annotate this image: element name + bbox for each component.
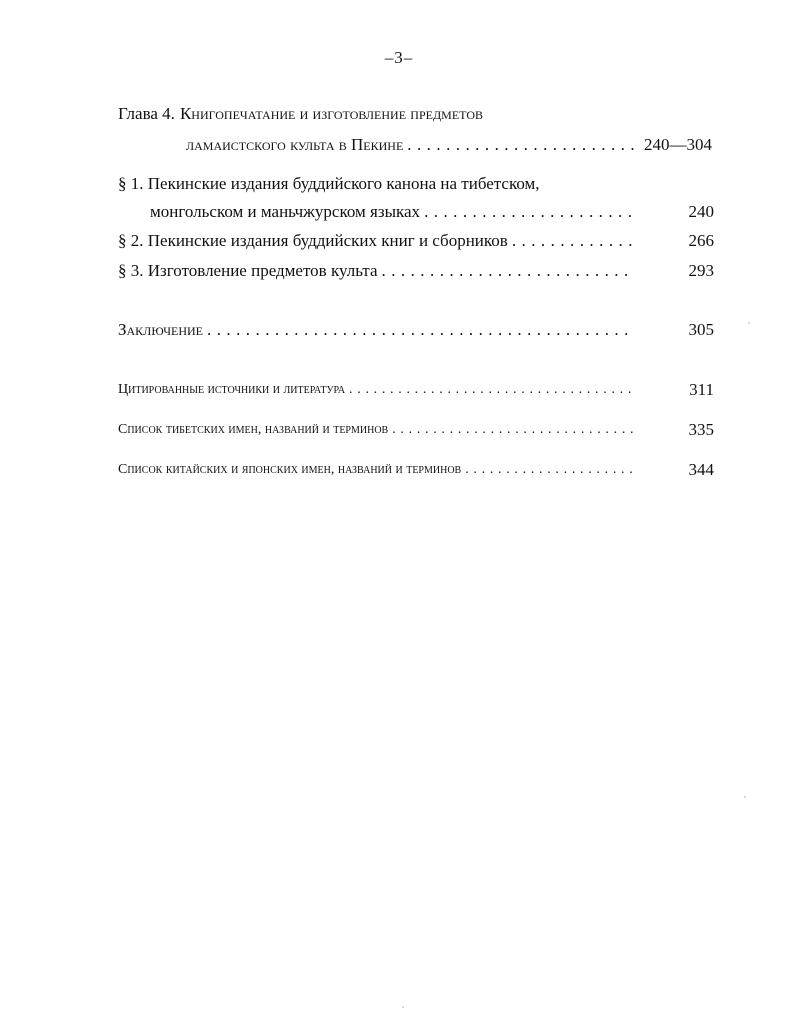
toc-chapter-4-pages: 240—304: [644, 135, 712, 154]
toc-section-3-entry: [118, 261, 714, 283]
toc-section-3-page: 293: [688, 261, 714, 280]
toc-conclusion-label: Заключение: [118, 320, 203, 339]
toc-conclusion-page: 305: [688, 320, 714, 339]
toc-section-2-entry: [118, 231, 714, 253]
toc-leader-dots: [349, 380, 634, 400]
toc-chapter-4-heading: [118, 104, 483, 126]
toc-leader-dots: [465, 460, 634, 480]
toc-conclusion-entry: [118, 320, 714, 342]
scan-speck: [748, 322, 750, 324]
toc-back-matter-2-label: Список тибетских имен, названий и терминов: [118, 422, 389, 437]
toc-back-matter-2-page: 335: [688, 420, 714, 439]
toc-back-matter-3-entry: [118, 460, 714, 482]
toc-leader-dots: [512, 231, 634, 251]
toc-chapter-4-entry: [186, 135, 712, 157]
toc-chapter-4-label: Глава 4.: [118, 104, 175, 123]
toc-section-1-line2: монгольском и маньчжурском языках: [150, 202, 421, 221]
toc-back-matter-3-page: 344: [688, 460, 714, 479]
toc-section-2-page: 266: [688, 231, 714, 250]
toc-section-1-entry: [150, 202, 714, 224]
page-number: –3–: [384, 48, 414, 67]
scan-speck: [744, 796, 746, 798]
toc-section-2-line1: § 2. Пекинские издания буддийских книг и сборников: [118, 231, 508, 250]
scan-speck: [402, 1006, 404, 1008]
toc-leader-dots: [407, 135, 636, 155]
toc-section-3-line1: § 3. Изготовление предметов культа: [118, 261, 378, 280]
toc-back-matter-3-label: Список китайских и японских имен, названий и терминов: [118, 462, 462, 477]
toc-chapter-4-title-line1: Книгопечатание и изготовление предметов: [179, 104, 483, 123]
toc-section-1-line1: § 1. Пекинские издания буддийского канона на тибетском,: [118, 174, 540, 193]
toc-chapter-4-title-line2: ламаистского культа в Пекине: [186, 135, 404, 154]
toc-back-matter-2-entry: [118, 420, 714, 442]
toc-back-matter-1-entry: [118, 380, 714, 402]
toc-back-matter-1-page: 311: [689, 380, 714, 399]
toc-leader-dots: [392, 420, 634, 440]
toc-section-1-heading: [118, 174, 540, 196]
toc-leader-dots: [424, 202, 634, 222]
toc-leader-dots: [207, 320, 634, 340]
toc-leader-dots: [382, 261, 635, 281]
toc-section-1-page: 240: [688, 202, 714, 221]
toc-back-matter-1-label: Цитированные источники и литература: [118, 382, 346, 397]
